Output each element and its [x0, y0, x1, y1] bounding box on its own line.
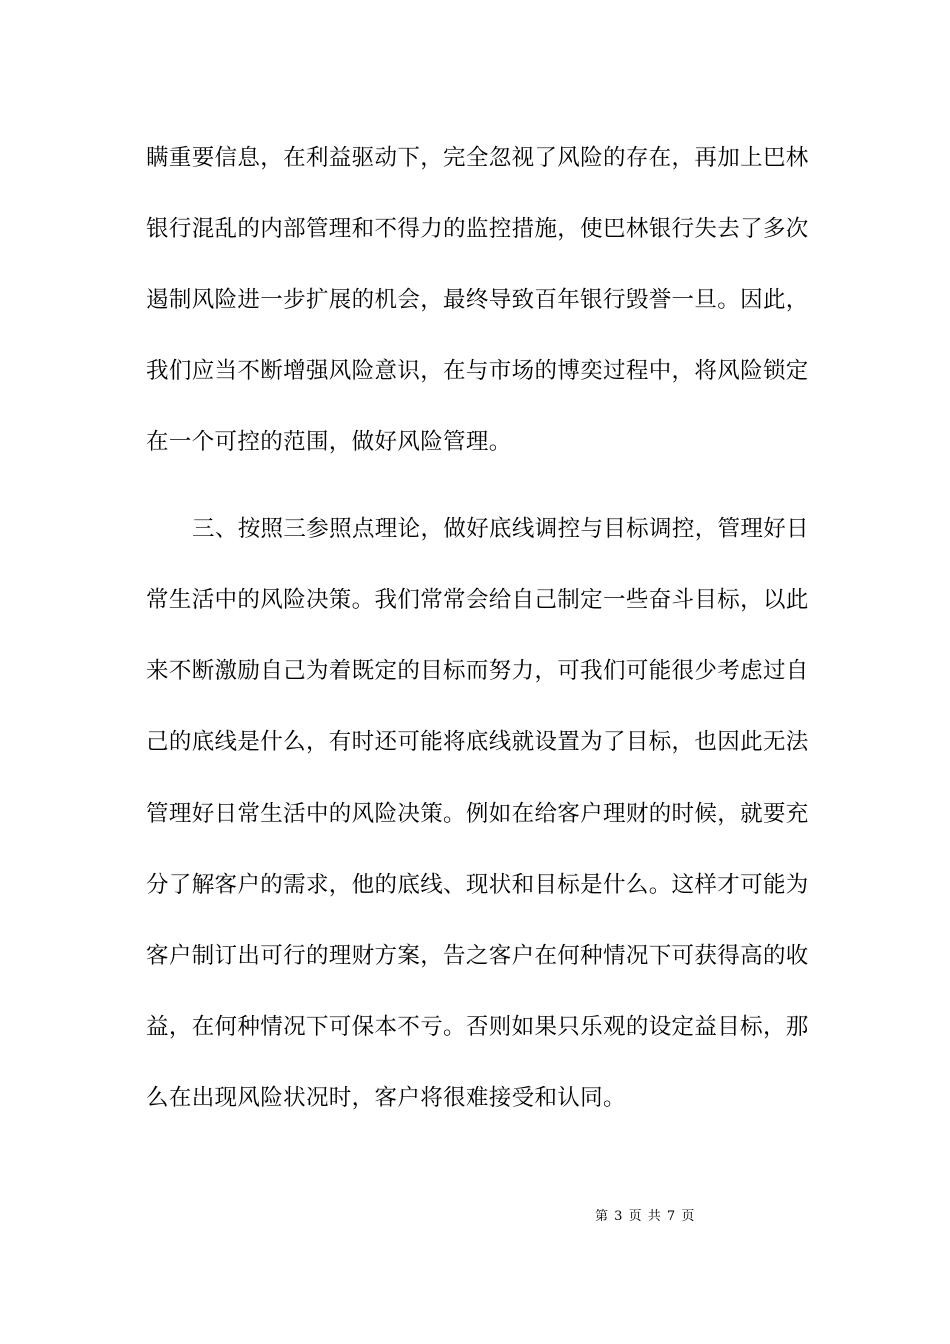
footer-total-pages: 7: [666, 1209, 676, 1224]
body-text-line: 分了解客户的需求，他的底线、现状和目标是什么。这样才可能为: [146, 872, 809, 898]
footer-current-page: 3: [614, 1209, 623, 1224]
footer-prefix: 第: [595, 1209, 609, 1224]
body-text-line: 来不断激励自己为着既定的目标而努力，可我们可能很少考虑过自: [146, 658, 809, 684]
body-text-line: 己的底线是什么，有时还可能将底线就设置为了目标，也因此无法: [146, 729, 809, 755]
page-number: [594, 1208, 695, 1226]
body-text-line: 管理好日常生活中的风险决策。例如在给客户理财的时候，就要充: [146, 801, 809, 827]
footer-page-word: 页: [628, 1209, 642, 1224]
body-text-line: 在一个可控的范围，做好风险管理。: [146, 429, 512, 455]
body-text-line: 客户制订出可行的理财方案，告之客户在何种情况下可获得高的收: [146, 943, 809, 969]
footer-total-prefix: 共: [647, 1209, 661, 1224]
body-text-line: 么在出现风险状况时，客户将很难接受和认同。: [146, 1085, 626, 1111]
body-text-line: 我们应当不断增强风险意识，在与市场的博奕过程中，将风险锁定: [146, 358, 809, 384]
paragraph-start-line: 三、按照三参照点理论，做好底线调控与目标调控，管理好日: [192, 516, 809, 542]
body-text-line: 常生活中的风险决策。我们常常会给自己制定一些奋斗目标，以此: [146, 587, 809, 613]
body-text-line: 瞒重要信息，在利益驱动下，完全忽视了风险的存在，再加上巴林: [146, 145, 809, 171]
body-text-line: 银行混乱的内部管理和不得力的监控措施，使巴林银行失去了多次: [146, 216, 809, 242]
body-text-line: 遏制风险进一步扩展的机会，最终导致百年银行毁誉一旦。因此，: [146, 287, 809, 313]
body-text-line: 益，在何种情况下可保本不亏。否则如果只乐观的设定益目标，那: [146, 1014, 809, 1040]
footer-suffix: 页: [681, 1209, 695, 1224]
